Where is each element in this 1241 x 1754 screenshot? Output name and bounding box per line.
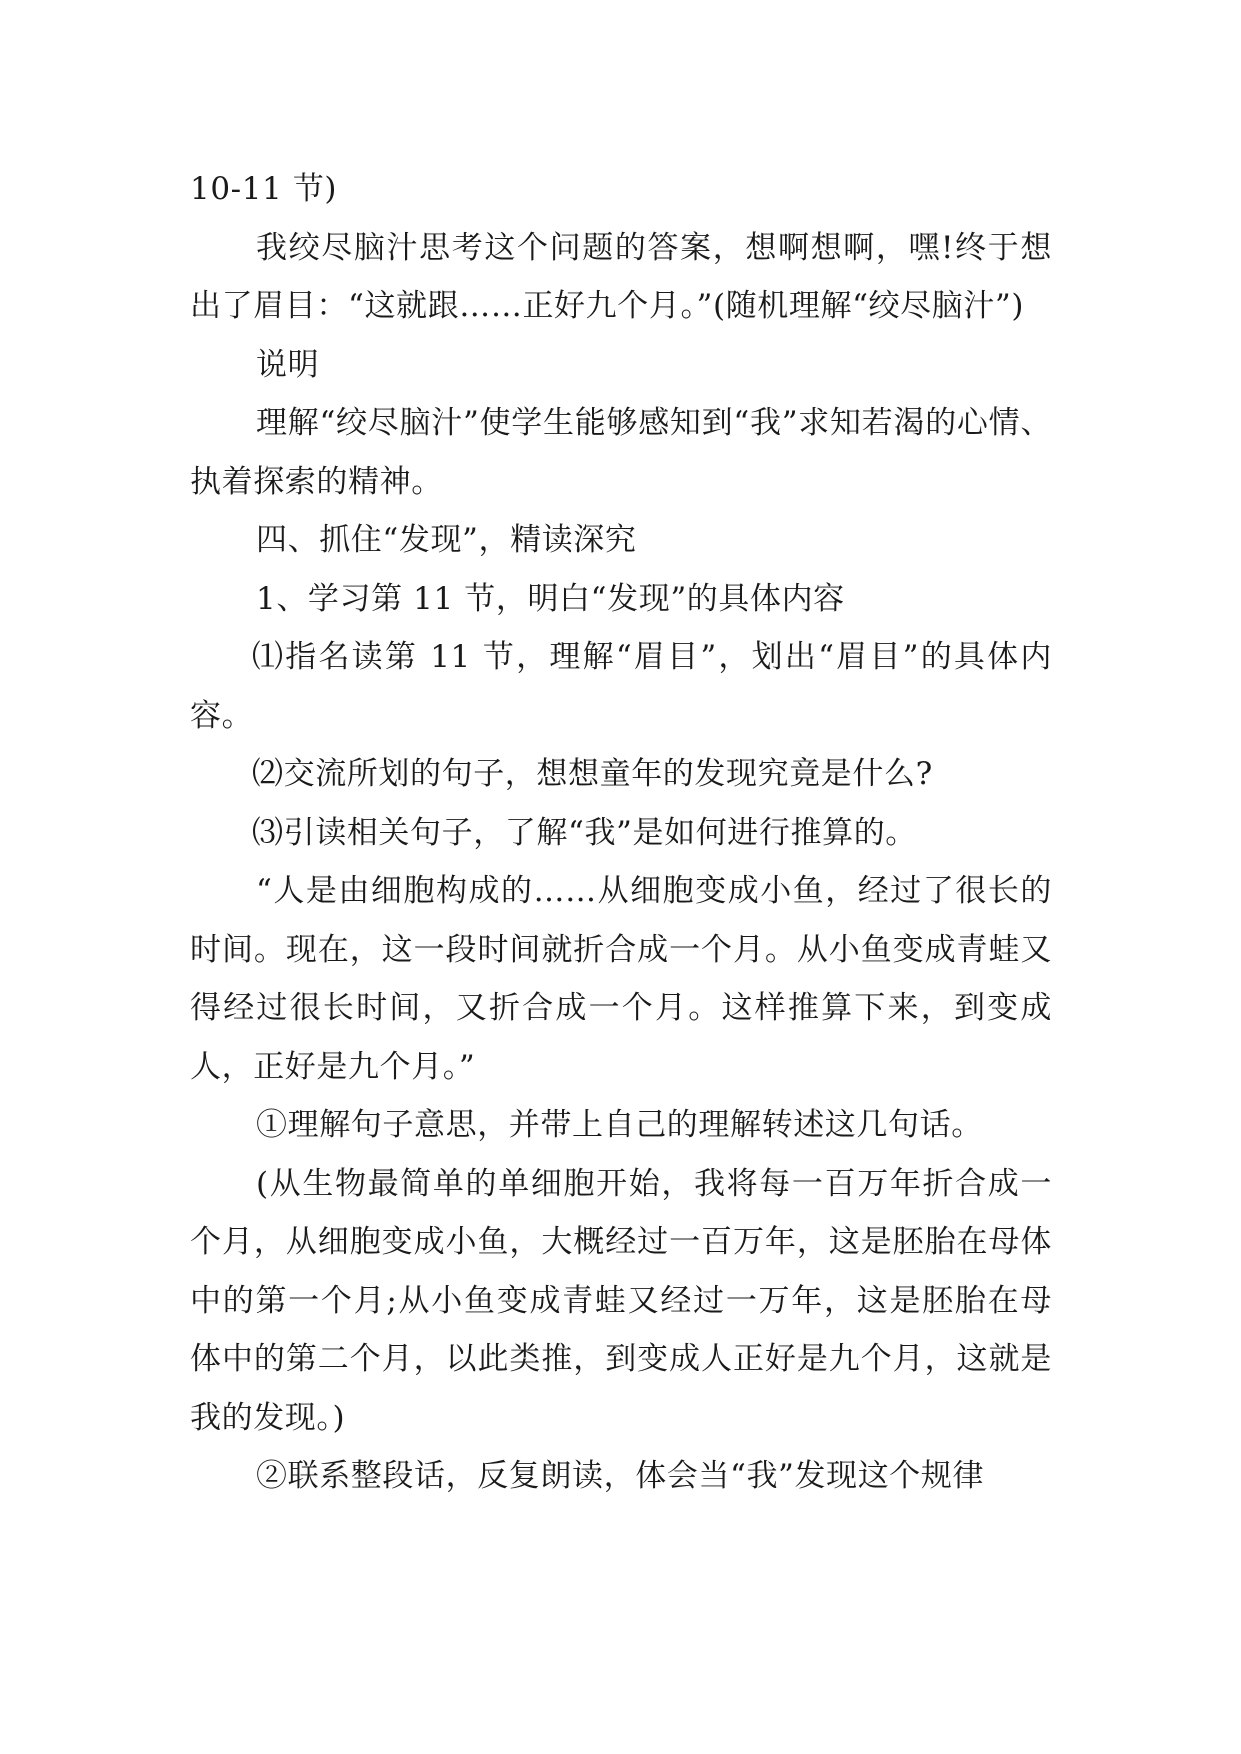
list-item-2: ⑵交流所划的句子，想想童年的发现究竟是什么? [252, 756, 933, 792]
document-body [190, 160, 1052, 1506]
explanation-paragraph: (从生物最简单的单细胞开始，我将每一百万年折合成一个月，从细胞变成小鱼，大概经过一百万年，这是胚胎在母体中的第一个月;从小鱼变成青蛙又经过一万年，这是胚胎在母体中的第二个月，以此类推，到变成人正好是九个月，这就是我的发现。) [190, 1165, 1052, 1436]
circled-item-2: ②联系整段话，反复朗读，体会当“我”发现这个规律 [256, 1458, 985, 1494]
paragraph-section-ref: 10-11 节) [190, 171, 338, 207]
paragraph-racking-brains: 我绞尽脑汁思考这个问题的答案，想啊想啊，嘿!终于想出了眉目：“这就跟……正好九个月。”(随机理解“绞尽脑汁”) [190, 229, 1052, 324]
paragraph-note-body: 理解“绞尽脑汁”使学生能够感知到“我”求知若渴的心情、执着探索的精神。 [190, 405, 1052, 500]
list-item-1: ⑴指名读第 11 节，理解“眉目”，划出“眉目”的具体内容。 [190, 639, 1052, 734]
paragraph-note-heading: 说明 [256, 346, 320, 383]
section-heading-four: 四、抓住“发现”，精读深究 [256, 522, 637, 558]
list-item-3: ⑶引读相关句子，了解“我”是如何进行推算的。 [252, 814, 917, 851]
step-heading-one: 1、学习第 11 节，明白“发现”的具体内容 [256, 580, 845, 617]
quoted-passage: “人是由细胞构成的……从细胞变成小鱼，经过了很长的时间。现在，这一段时间就折合成一个月。从小鱼变成青蛙又得经过很长时间，又折合成一个月。这样推算下来，到变成人，正好是九个月。” [190, 873, 1052, 1085]
circled-item-1: ①理解句子意思，并带上自己的理解转述这几句话。 [256, 1107, 983, 1143]
